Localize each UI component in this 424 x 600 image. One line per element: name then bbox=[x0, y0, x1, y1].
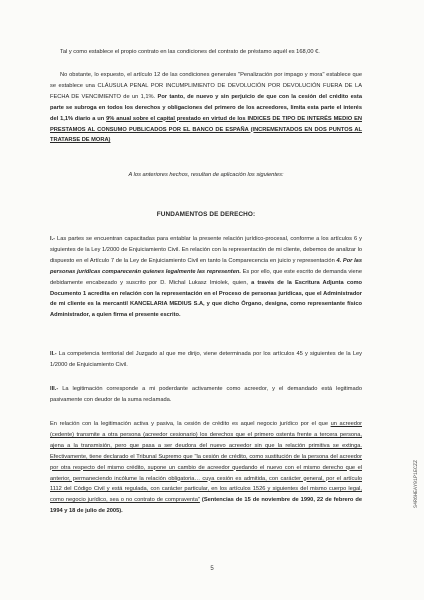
page-number: 5 bbox=[210, 566, 214, 572]
paragraph-price: Tal y como establece el propio contrato en las condiciones del contrato de préstamo aquél es 168,00 €. bbox=[60, 49, 320, 55]
facts-transition: A los anteriores hechos, resultan de aplicación los siguientes: bbox=[128, 172, 284, 178]
paragraph-penal-clause: No obstante, lo expuesto, el artículo 12 de las condiciones generales "Penalización por impago y mora" establece que se establece una CLÁUSULA PENAL POR INCUMPLIMIENTO DE DEVOLUCIÓN POR DEVOLUCIÓN FUERA DE LA FECHA DE VENCIMIENTO de un 1,1%. Por tanto, de nuevo y sin perjuicio de que con la cesión del crédito esta parte se subroga en todos los derechos y obligaciones del primero de los acreedores, limita esta parte el interés del 1,1% diario a un 9% anual sobre el capital prestado en virtud de los INDICES DE TIPO DE INTERÉS MEDIO EN PRESTAMOS AL CONSUMO PUBLICADOS POR EL BANCO DE ESPAÑA (INCREMENTADOS EN DOS PUNTOS AL TRATARSE DE MORA) bbox=[50, 72, 362, 144]
paragraph-legitimation: En relación con la legitimación activa y pasiva, la cesión de crédito es aquel negocio jurídico por el que un acreedor (cedente) transmite a otra persona (acreedor cesionario) los derechos que el primero ostenta frente a tercera persona, ajena a la transmisión, pero que pasa a ser deudora del nuevo acreedor sin que la relación primitiva se extinga. Efectivamente, tiene declarado el Tribunal Supremo que "la cesión de crédito, como sustitución de la persona del acreedor por otra respecto del mismo crédito, supone un cambio de acreedor quedando el nuevo con el mismo derecho que el anterior, permaneciendo incólume la relación obligatoria… cuya cesión es admitida, con carácter general, por el artículo 1112 del Código Civil y está regulada, con carácter particular, en los artículos 1526 y siguientes del mismo cuerpo legal, como negocio jurídico, sea o no contrato de compraventa" (Sentencias de 15 de noviembre de 1990, 22 de febrero de 1994 y 18 de julio de 2005). bbox=[50, 421, 363, 515]
section-heading-fundamentos: FUNDAMENTOS DE DERECHO: bbox=[156, 211, 256, 218]
paragraph-fundamento-I: I.- Las partes se encuentran capacitadas para entablar la presente relación jurídico-procesal, conforme a los artículos 6 y siguientes de la Ley 1/2000 de Enjuiciamiento Civil. En relación con la representación de mi cliente, debemos de analizar lo dispuesto en el Artículo 7 de la Ley de Enjuiciamiento Civil en tanto la Comparecencia en juicio y representación 4. Por las personas jurídicas comparecerán quienes legalmente las representen. Es por ello, que este escrito de demanda viene debidamente encabezado y suscrito por D. Michal Lukasz Imiolek, quien, a través de la Escritura Adjunta como Documento 1 acredita en relación con la representación en el Proceso de personas jurídicas, que el Administrador de mi cliente es la mercantil KANCELARIA MEDIUS S.A, y que dicho Órgano, designa, como representante físico Administrador, a quien firma el presente escrito. bbox=[50, 236, 362, 319]
paragraph-fundamento-III: III.- La legitimación corresponde a mi poderdante activamente como acreedor, y el demandado está legitimado pasivamente con deudor de la suma reclamada. bbox=[50, 386, 362, 403]
paragraph-fundamento-II: II.- La competencia territorial del Juzgado al que me dirijo, viene determinada por los artículos 45 y siguientes de la Ley 1/2000 de Enjuiciamiento Civil. bbox=[50, 351, 362, 368]
margin-verification-code: S4R6HEAY91P1ECZZ bbox=[413, 460, 419, 509]
